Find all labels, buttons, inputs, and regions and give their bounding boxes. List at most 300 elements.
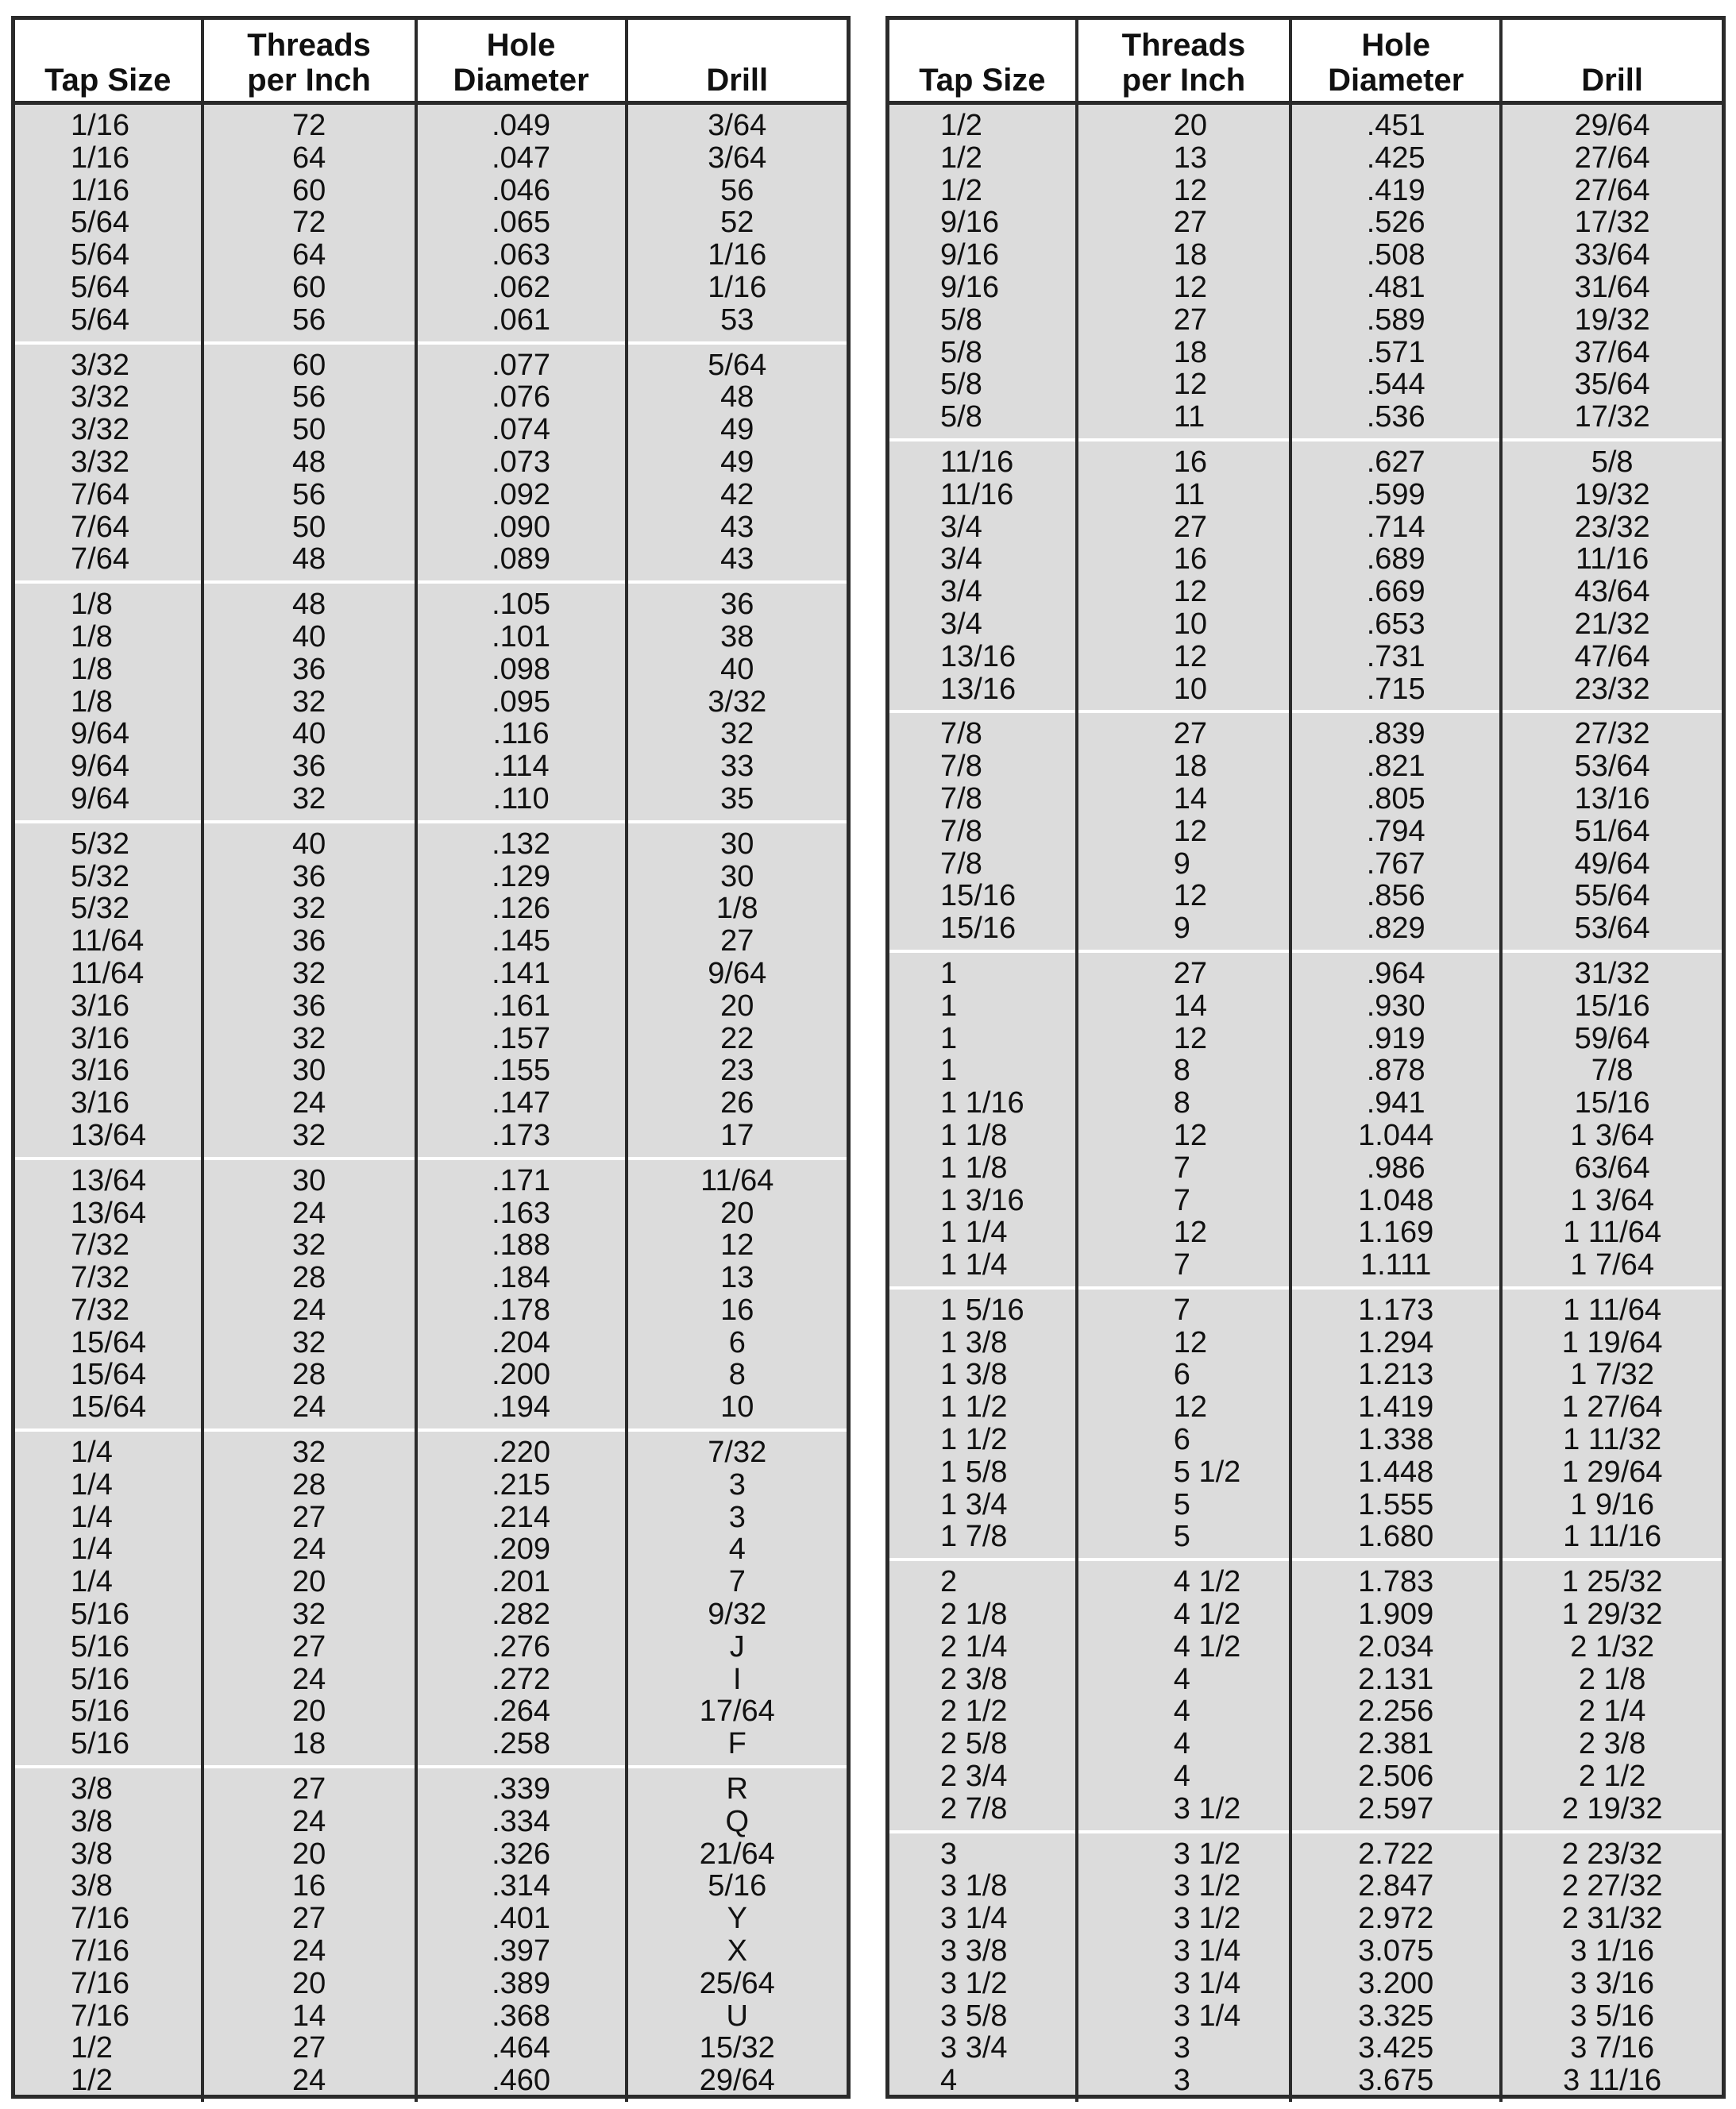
header-threads-line-1: Threads <box>1121 28 1246 63</box>
threads-per-inch-value: 12 <box>1173 639 1208 673</box>
drill-value: 36 <box>720 588 754 622</box>
drill-value: 49/64 <box>1574 846 1650 881</box>
hole-diameter-value: 2.131 <box>1358 1662 1434 1696</box>
hole-diameter-value: .508 <box>1366 238 1425 272</box>
drill-value: 1 11/64 <box>1563 1216 1662 1250</box>
drill-value: 23/32 <box>1574 510 1650 544</box>
hole-diameter-value: .098 <box>492 652 551 686</box>
hole-diameter-cell <box>416 582 627 822</box>
drill-value: 1 3/64 <box>1570 1118 1654 1152</box>
threads-per-inch-value: 60 <box>291 270 326 304</box>
tap-size-value: 3/16 <box>71 1086 129 1120</box>
hole-diameter-value: .145 <box>492 924 551 958</box>
threads-per-inch-value: 4 1/2 <box>1173 1565 1241 1599</box>
hole-diameter-value: .878 <box>1366 1054 1425 1088</box>
tap-size-value: 3 3/4 <box>940 2031 1008 2065</box>
hole-diameter-value: .065 <box>492 206 551 240</box>
tap-size-value: 1/2 <box>71 2031 113 2065</box>
hole-diameter-value: 1.169 <box>1358 1216 1434 1250</box>
tap-size-cell <box>15 582 203 822</box>
header-threads-line-2: per Inch <box>247 63 371 98</box>
hole-diameter-value: 1.448 <box>1358 1455 1434 1489</box>
drill-value: 1 27/64 <box>1561 1390 1663 1425</box>
threads-per-inch-value: 11 <box>1173 400 1206 434</box>
tap-size-value: 1 <box>940 989 958 1023</box>
threads-per-inch-value: 5 <box>1173 1520 1190 1554</box>
hole-diameter-value: .805 <box>1366 781 1425 815</box>
drill-value: 1 29/64 <box>1561 1455 1663 1489</box>
threads-per-inch-value: 7 <box>1173 1293 1190 1327</box>
drill-value: 17 <box>720 1118 754 1152</box>
drill-value: 17/32 <box>1574 400 1650 434</box>
hole-diameter-value: 1.048 <box>1358 1183 1434 1217</box>
threads-per-inch-value: 27 <box>291 1772 326 1806</box>
tap-drill-table-right <box>885 16 1726 2099</box>
hole-diameter-cell <box>1290 103 1501 440</box>
drill-value: 13/16 <box>1574 781 1650 815</box>
hole-diameter-value: .326 <box>492 1837 551 1871</box>
threads-per-inch-value: 12 <box>1173 1118 1208 1152</box>
hole-diameter-cell <box>1290 1560 1501 1831</box>
hole-diameter-value: .157 <box>492 1021 551 1055</box>
drill-value: 15/32 <box>699 2031 775 2065</box>
hole-diameter-value: .314 <box>492 1869 551 1903</box>
tap-drill-grid <box>15 20 847 2102</box>
hole-diameter-value: .147 <box>492 1086 551 1120</box>
tap-size-value: 3/16 <box>71 1021 129 1055</box>
drill-value: 29/64 <box>1574 109 1650 142</box>
tap-size-value: 5/16 <box>71 1662 129 1696</box>
threads-per-inch-value: 20 <box>291 1837 326 1871</box>
tap-size-value: 15/64 <box>71 1325 147 1359</box>
hole-diameter-value: .401 <box>492 1902 551 1936</box>
tap-size-value: 5/8 <box>940 368 982 402</box>
tap-size-value: 3/8 <box>71 1837 113 1871</box>
hole-diameter-value: .184 <box>492 1261 551 1295</box>
threads-per-inch-value: 50 <box>291 413 326 447</box>
hole-diameter-cell <box>1290 1832 1501 2102</box>
tap-size-value: 1 1/2 <box>940 1390 1008 1425</box>
drill-cell <box>627 1430 847 1767</box>
hole-diameter-value: .526 <box>1366 206 1425 240</box>
tap-drill-table-left <box>11 16 851 2099</box>
hole-diameter-value: .201 <box>492 1565 551 1599</box>
drill-value: 3 5/16 <box>1570 1999 1654 2033</box>
hole-diameter-value: .856 <box>1366 879 1425 913</box>
drill-value: 48 <box>720 380 754 414</box>
drill-cell <box>627 822 847 1159</box>
threads-per-inch-value: 48 <box>291 588 326 622</box>
drill-value: 23 <box>720 1054 754 1088</box>
row-group <box>889 1288 1722 1560</box>
hole-diameter-value: 2.847 <box>1358 1869 1434 1903</box>
tap-size-value: 9/64 <box>71 750 129 784</box>
threads-per-inch-value: 7 <box>1173 1183 1190 1217</box>
hole-diameter-value: .460 <box>492 2064 551 2098</box>
drill-value: 3/64 <box>708 141 767 175</box>
hole-diameter-value: .110 <box>492 781 550 815</box>
hole-diameter-value: 2.034 <box>1358 1629 1434 1664</box>
threads-per-inch-value: 20 <box>1173 109 1208 142</box>
threads-per-inch-value: 14 <box>1173 781 1208 815</box>
tap-size-value: 3/32 <box>71 445 129 479</box>
drill-value: Y <box>727 1902 747 1936</box>
tap-size-value: 2 3/4 <box>940 1760 1008 1794</box>
threads-per-inch-value: 56 <box>291 477 326 511</box>
hole-diameter-value: 2.972 <box>1358 1902 1434 1936</box>
threads-per-inch-value: 24 <box>291 1662 326 1696</box>
threads-per-inch-value: 32 <box>291 1021 326 1055</box>
tap-size-value: 7/8 <box>940 814 982 848</box>
drill-value: 5/16 <box>708 1869 767 1903</box>
drill-value: 8 <box>728 1358 746 1392</box>
hole-diameter-cell <box>416 1767 627 2102</box>
drill-value: 63/64 <box>1574 1151 1650 1185</box>
drill-value: 6 <box>728 1325 746 1359</box>
tap-size-value: 5/16 <box>71 1695 129 1729</box>
threads-per-inch-cell <box>203 103 416 343</box>
hole-diameter-cell <box>416 343 627 583</box>
tap-size-value: 5/16 <box>71 1598 129 1632</box>
drill-value: 3 <box>728 1467 746 1502</box>
tap-size-value: 13/64 <box>71 1196 147 1230</box>
threads-per-inch-value: 27 <box>1173 717 1208 751</box>
tap-size-value: 15/16 <box>940 879 1017 913</box>
threads-per-inch-value: 4 <box>1173 1727 1190 1761</box>
drill-value: 35 <box>720 781 754 815</box>
threads-per-inch-cell <box>1077 1560 1290 1831</box>
drill-value: 55/64 <box>1574 879 1650 913</box>
threads-per-inch-value: 5 1/2 <box>1173 1455 1241 1489</box>
drill-value: 7/8 <box>1591 1054 1634 1088</box>
hole-diameter-value: .731 <box>1366 639 1425 673</box>
tap-size-value: 7/8 <box>940 781 982 815</box>
tap-size-value: 3/16 <box>71 989 129 1023</box>
hole-diameter-value: 1.044 <box>1358 1118 1434 1152</box>
drill-value: 3 11/16 <box>1563 2064 1662 2098</box>
tap-size-value: 1/8 <box>71 619 113 654</box>
drill-value: 43 <box>720 542 754 576</box>
drill-value: 21/32 <box>1574 607 1650 641</box>
threads-per-inch-value: 30 <box>291 1163 326 1197</box>
hole-diameter-value: .272 <box>492 1662 551 1696</box>
threads-per-inch-value: 10 <box>1173 672 1208 706</box>
threads-per-inch-cell <box>1077 440 1290 711</box>
header-threads-line-1: Threads <box>247 28 371 63</box>
hole-diameter-value: .063 <box>492 238 551 272</box>
threads-per-inch-cell <box>203 582 416 822</box>
drill-value: 42 <box>720 477 754 511</box>
drill-value: 3/32 <box>708 684 767 719</box>
drill-cell <box>627 103 847 343</box>
hole-diameter-value: .188 <box>492 1228 551 1263</box>
tap-size-cell <box>889 1560 1077 1831</box>
tap-size-value: 1/16 <box>71 109 129 142</box>
row-group <box>889 440 1722 711</box>
drill-value: 2 1/32 <box>1570 1629 1654 1664</box>
drill-value: 12 <box>720 1228 754 1263</box>
hole-diameter-value: .090 <box>492 510 551 544</box>
drill-value: 19/32 <box>1574 303 1650 337</box>
drill-cell <box>1501 440 1722 711</box>
threads-per-inch-value: 36 <box>291 924 326 958</box>
tap-size-value: 11/64 <box>71 924 145 958</box>
threads-per-inch-value: 6 <box>1173 1423 1190 1457</box>
hole-diameter-value: 3.675 <box>1358 2064 1434 2098</box>
tap-size-value: 9/16 <box>940 206 999 240</box>
drill-value: 27/64 <box>1574 173 1650 207</box>
threads-per-inch-value: 60 <box>291 348 326 382</box>
drill-cell <box>1501 711 1722 951</box>
drill-value: R <box>726 1772 748 1806</box>
tap-size-value: 1/16 <box>71 173 129 207</box>
header-tap-size: Tap Size <box>889 20 1077 103</box>
threads-per-inch-value: 4 <box>1173 1695 1190 1729</box>
threads-per-inch-value: 27 <box>291 1629 326 1664</box>
drill-value: 2 3/8 <box>1578 1727 1646 1761</box>
row-group <box>889 1832 1722 2102</box>
threads-per-inch-value: 32 <box>291 956 326 990</box>
threads-per-inch-value: 8 <box>1173 1086 1190 1120</box>
tap-size-value: 5/8 <box>940 400 982 434</box>
tap-size-value: 13/16 <box>940 639 1017 673</box>
tap-size-value: 5/64 <box>71 270 129 304</box>
threads-per-inch-value: 28 <box>291 1467 326 1502</box>
tap-size-value: 1 1/8 <box>940 1151 1008 1185</box>
drill-value: J <box>729 1629 745 1664</box>
threads-per-inch-cell <box>203 1767 416 2102</box>
drill-value: 3 3/16 <box>1570 1966 1654 2000</box>
tap-size-value: 11/64 <box>71 956 145 990</box>
hole-diameter-value: 1.294 <box>1358 1325 1434 1359</box>
drill-value: 29/64 <box>699 2064 775 2098</box>
tap-size-value: 1 5/16 <box>940 1293 1024 1327</box>
hole-diameter-value: .178 <box>492 1293 551 1327</box>
drill-value: 20 <box>720 989 754 1023</box>
tap-size-value: 13/16 <box>940 672 1017 706</box>
tap-size-cell <box>15 1767 203 2102</box>
hole-diameter-value: .215 <box>492 1467 551 1502</box>
hole-diameter-value: .062 <box>492 270 551 304</box>
tap-size-value: 7/32 <box>71 1261 129 1295</box>
hole-diameter-value: .481 <box>1366 270 1425 304</box>
hole-diameter-value: .986 <box>1366 1151 1425 1185</box>
hole-diameter-value: .839 <box>1366 717 1425 751</box>
threads-per-inch-value: 36 <box>291 989 326 1023</box>
hole-diameter-value: .451 <box>1366 109 1425 142</box>
drill-value: 1 7/64 <box>1570 1248 1654 1282</box>
tap-size-value: 1 1/2 <box>940 1423 1008 1457</box>
threads-per-inch-value: 48 <box>291 445 326 479</box>
drill-value: 17/32 <box>1574 206 1650 240</box>
tap-size-value: 3/4 <box>940 575 982 609</box>
tap-size-value: 3 <box>940 1837 958 1871</box>
tap-size-cell <box>889 1832 1077 2102</box>
hole-diameter-value: .092 <box>492 477 551 511</box>
drill-value: F <box>727 1727 746 1761</box>
row-group <box>15 343 847 583</box>
threads-per-inch-value: 36 <box>291 750 326 784</box>
tap-size-value: 1 <box>940 1054 958 1088</box>
hole-diameter-value: 3.425 <box>1358 2031 1434 2065</box>
drill-value: 27/32 <box>1574 717 1650 751</box>
hole-diameter-value: .264 <box>492 1695 551 1729</box>
hole-diameter-value: 3.075 <box>1358 1934 1434 1968</box>
drill-value: 2 27/32 <box>1561 1869 1663 1903</box>
threads-per-inch-value: 4 <box>1173 1662 1190 1696</box>
row-group <box>889 103 1722 440</box>
hole-diameter-value: .200 <box>492 1358 551 1392</box>
hole-diameter-value: .076 <box>492 380 551 414</box>
header-threads-per-inch <box>203 20 416 103</box>
threads-per-inch-value: 64 <box>291 141 326 175</box>
drill-value: 15/16 <box>1574 1086 1650 1120</box>
hole-diameter-value: .163 <box>492 1196 551 1230</box>
hole-diameter-value: .220 <box>492 1436 551 1470</box>
hole-diameter-value: 2.597 <box>1358 1791 1434 1826</box>
threads-per-inch-value: 6 <box>1173 1358 1190 1392</box>
drill-value: 2 23/32 <box>1561 1837 1663 1871</box>
drill-value: 10 <box>720 1390 754 1425</box>
header-tap-size: Tap Size <box>15 20 203 103</box>
drill-cell <box>627 582 847 822</box>
tap-size-value: 1 1/8 <box>940 1118 1008 1152</box>
drill-value: 1/16 <box>708 238 767 272</box>
tap-size-value: 1/4 <box>71 1533 113 1567</box>
threads-per-inch-value: 32 <box>291 1598 326 1632</box>
tap-size-cell <box>15 822 203 1159</box>
drill-value: 5/64 <box>708 348 767 382</box>
tap-size-value: 1/16 <box>71 141 129 175</box>
threads-per-inch-value: 7 <box>1173 1151 1190 1185</box>
drill-value: 7 <box>728 1565 746 1599</box>
threads-per-inch-value: 14 <box>291 1999 326 2033</box>
hole-diameter-value: .141 <box>492 956 551 990</box>
drill-value: 51/64 <box>1574 814 1650 848</box>
tap-size-value: 2 <box>940 1565 958 1599</box>
threads-per-inch-value: 40 <box>291 717 326 751</box>
hole-diameter-cell <box>1290 711 1501 951</box>
hole-diameter-value: 1.783 <box>1358 1565 1434 1599</box>
hole-diameter-value: .089 <box>492 542 551 576</box>
drill-value: 30 <box>720 859 754 893</box>
threads-per-inch-value: 14 <box>1173 989 1208 1023</box>
hole-diameter-value: .074 <box>492 413 551 447</box>
hole-diameter-value: .282 <box>492 1598 551 1632</box>
tap-size-cell <box>889 1288 1077 1560</box>
hole-diameter-value: .464 <box>492 2031 551 2065</box>
tap-size-value: 3/4 <box>940 510 982 544</box>
drill-value: 26 <box>720 1086 754 1120</box>
hole-diameter-value: .132 <box>492 827 551 861</box>
threads-per-inch-value: 32 <box>291 1325 326 1359</box>
threads-per-inch-value: 24 <box>291 1390 326 1425</box>
hole-diameter-value: 1.909 <box>1358 1598 1434 1632</box>
drill-value: 17/64 <box>699 1695 775 1729</box>
drill-value: 25/64 <box>699 1966 775 2000</box>
drill-value: 9/64 <box>708 956 767 990</box>
tap-size-value: 1/4 <box>71 1500 113 1534</box>
threads-per-inch-value: 3 <box>1173 2064 1190 2098</box>
tap-size-value: 7/64 <box>71 477 129 511</box>
drill-value: 1 19/64 <box>1561 1325 1663 1359</box>
drill-value: 2 31/32 <box>1561 1902 1663 1936</box>
drill-value: 4 <box>728 1533 746 1567</box>
tap-size-cell <box>889 711 1077 951</box>
tap-size-value: 1/4 <box>71 1565 113 1599</box>
threads-per-inch-value: 12 <box>1173 575 1208 609</box>
tap-size-value: 1 <box>940 1021 958 1055</box>
drill-value: 38 <box>720 619 754 654</box>
drill-value: 3 1/16 <box>1570 1934 1654 1968</box>
tap-size-value: 5/8 <box>940 303 982 337</box>
hole-diameter-value: .095 <box>492 684 551 719</box>
tap-size-value: 7/16 <box>71 1966 129 2000</box>
tap-size-value: 7/64 <box>71 510 129 544</box>
threads-per-inch-value: 3 1/2 <box>1173 1791 1241 1826</box>
threads-per-inch-value: 12 <box>1173 1021 1208 1055</box>
hole-diameter-value: .173 <box>492 1118 551 1152</box>
hole-diameter-value: .419 <box>1366 173 1425 207</box>
threads-per-inch-value: 10 <box>1173 607 1208 641</box>
threads-per-inch-value: 12 <box>1173 879 1208 913</box>
drill-value: 7/32 <box>708 1436 767 1470</box>
tap-size-value: 9/64 <box>71 781 129 815</box>
threads-per-inch-cell <box>1077 1288 1290 1560</box>
threads-per-inch-value: 18 <box>1173 750 1208 784</box>
threads-per-inch-cell <box>1077 1832 1290 2102</box>
threads-per-inch-value: 20 <box>291 1966 326 2000</box>
drill-value: 49 <box>720 445 754 479</box>
tap-size-cell <box>15 103 203 343</box>
drill-cell <box>1501 103 1722 440</box>
drill-value: 52 <box>720 206 754 240</box>
threads-per-inch-value: 11 <box>1173 477 1206 511</box>
hole-diameter-value: 2.256 <box>1358 1695 1434 1729</box>
threads-per-inch-value: 9 <box>1173 846 1190 881</box>
threads-per-inch-value: 3 1/4 <box>1173 1966 1241 2000</box>
hole-diameter-value: 1.680 <box>1358 1520 1434 1554</box>
hole-diameter-cell <box>416 1159 627 1430</box>
hole-diameter-value: .061 <box>492 303 551 337</box>
drill-value: 1 7/32 <box>1570 1358 1654 1392</box>
tap-size-value: 7/8 <box>940 717 982 751</box>
tap-size-cell <box>15 1159 203 1430</box>
hole-diameter-value: .126 <box>492 892 551 926</box>
threads-per-inch-value: 30 <box>291 1054 326 1088</box>
tap-size-value: 3/32 <box>71 348 129 382</box>
threads-per-inch-value: 40 <box>291 619 326 654</box>
threads-per-inch-value: 28 <box>291 1358 326 1392</box>
hole-diameter-value: .105 <box>492 588 551 622</box>
drill-value: 56 <box>720 173 754 207</box>
tap-size-value: 15/16 <box>940 912 1017 946</box>
threads-per-inch-value: 3 1/2 <box>1173 1837 1241 1871</box>
drill-value: 32 <box>720 717 754 751</box>
threads-per-inch-value: 24 <box>291 1293 326 1327</box>
threads-per-inch-value: 36 <box>291 652 326 686</box>
hole-diameter-cell <box>416 1430 627 1767</box>
threads-per-inch-value: 4 1/2 <box>1173 1629 1241 1664</box>
tap-size-value: 2 7/8 <box>940 1791 1008 1826</box>
row-group <box>15 103 847 343</box>
drill-value: 53/64 <box>1574 912 1650 946</box>
hole-diameter-value: .425 <box>1366 141 1425 175</box>
tap-size-value: 1 1/4 <box>940 1216 1008 1250</box>
drill-value: 23/32 <box>1574 672 1650 706</box>
hole-diameter-value: .829 <box>1366 912 1425 946</box>
tap-size-value: 3/8 <box>71 1772 113 1806</box>
